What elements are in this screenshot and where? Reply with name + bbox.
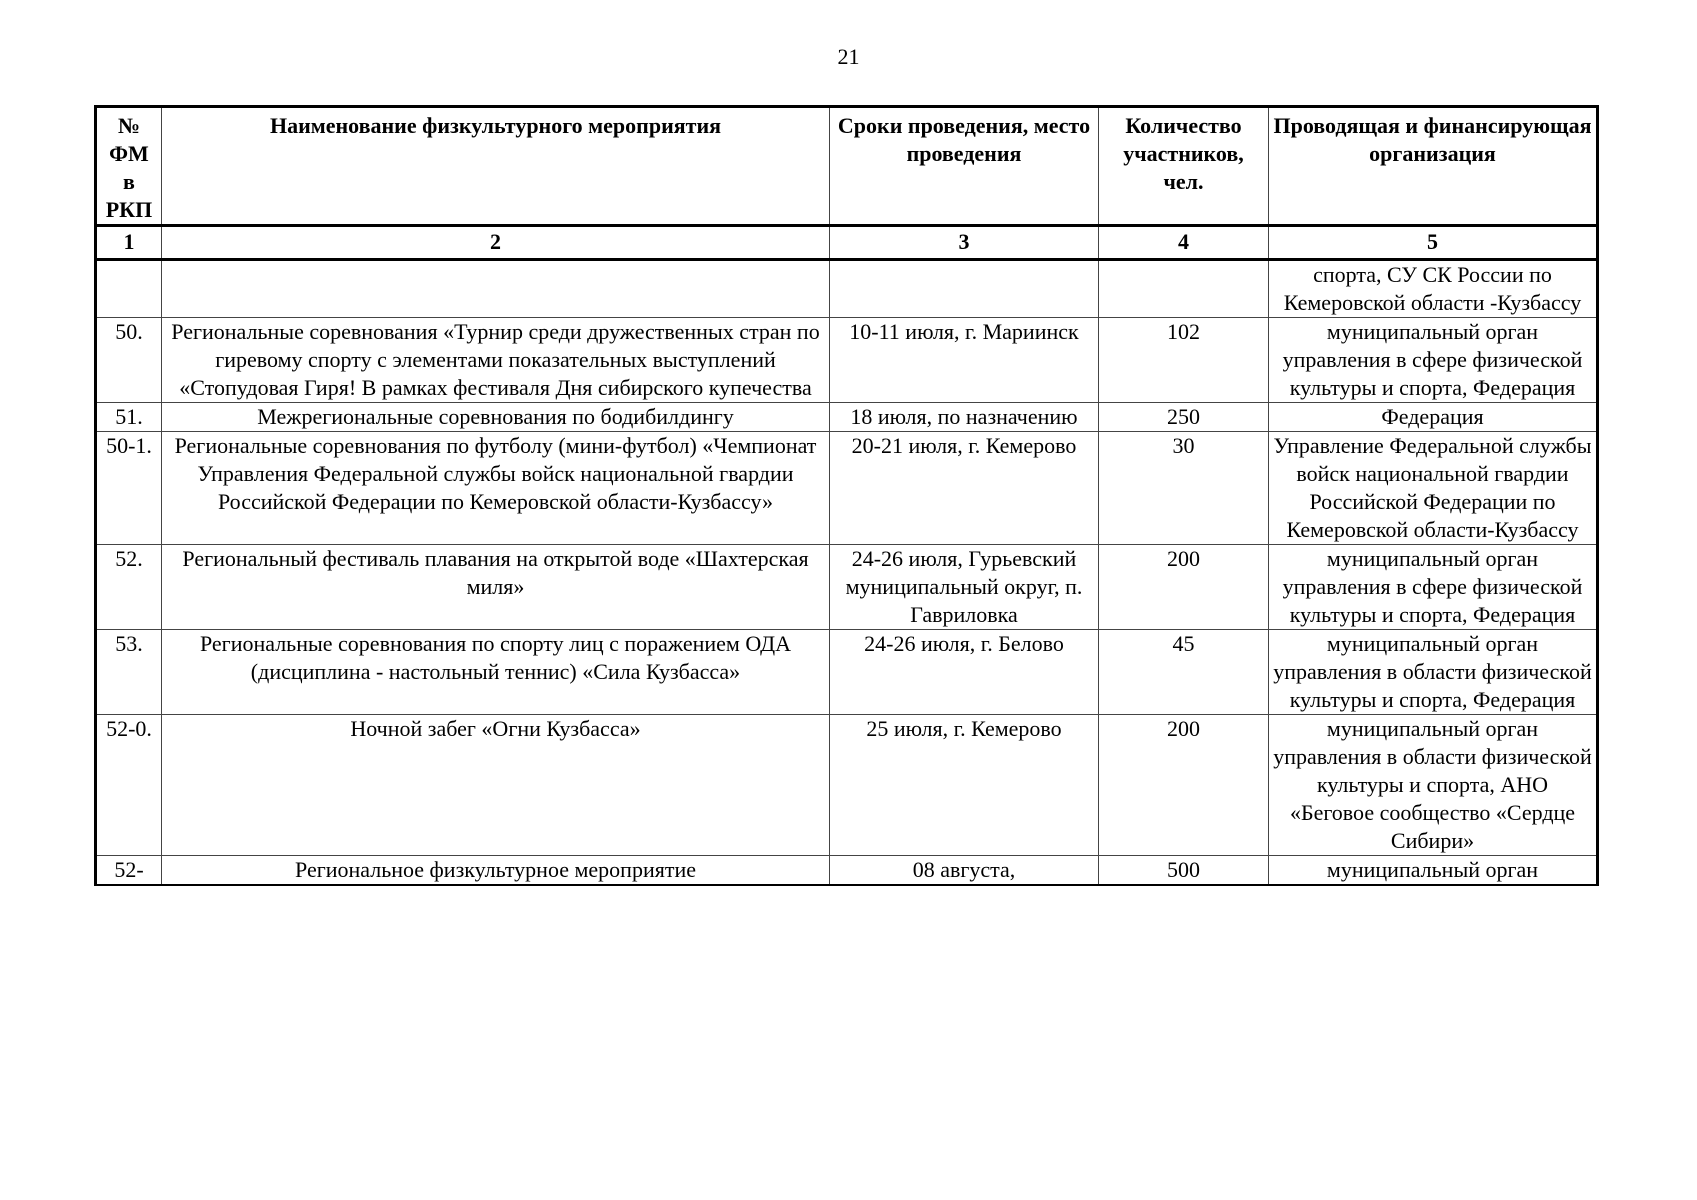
cell-organization: муниципальный орган управления в области физической культуры и спорта, АНО «Беговое сообщество «Сердце Сибири» [1269, 715, 1598, 856]
column-number: 2 [162, 226, 830, 260]
cell-organization: муниципальный орган управления в сфере физической культуры и спорта, Федерация [1269, 545, 1598, 630]
cell-participants: 250 [1099, 403, 1269, 432]
cell-participants: 500 [1099, 856, 1269, 886]
cell-event-name: Региональные соревнования по футболу (мини-футбол) «Чемпионат Управления Федеральной службы войск национальной гвардии Российской Федерации по Кемеровской области-Кузбассу» [162, 432, 830, 545]
cell-number: 52- [96, 856, 162, 886]
cell-number: 52. [96, 545, 162, 630]
column-number: 5 [1269, 226, 1598, 260]
table-row [96, 432, 1598, 545]
cell-number: 51. [96, 403, 162, 432]
table-row [96, 545, 1598, 630]
cell-participants: 200 [1099, 545, 1269, 630]
cell-date-place: 25 июля, г. Кемерово [830, 715, 1099, 856]
cell-event-name: Региональное физкультурное мероприятие [162, 856, 830, 886]
column-number-row [96, 226, 1598, 260]
header-participants: Количество участников, чел. [1099, 107, 1269, 226]
cell-participants: 30 [1099, 432, 1269, 545]
column-number: 4 [1099, 226, 1269, 260]
cell-participants [1099, 260, 1269, 318]
header-number: № ФМ в РКП [96, 107, 162, 226]
page-number: 21 [837, 44, 860, 69]
cell-date-place: 20-21 июля, г. Кемерово [830, 432, 1099, 545]
cell-date-place: 18 июля, по назначению [830, 403, 1099, 432]
cell-participants: 102 [1099, 318, 1269, 403]
header-event-name: Наименование физкультурного мероприятия [162, 107, 830, 226]
cell-organization: Управление Федеральной службы войск национальной гвардии Российской Федерации по Кемеровской области-Кузбассу [1269, 432, 1598, 545]
cell-event-name: Региональный фестиваль плавания на открытой воде «Шахтерская миля» [162, 545, 830, 630]
table-row [96, 403, 1598, 432]
cell-number [96, 260, 162, 318]
cell-date-place: 24-26 июля, Гурьевский муниципальный округ, п. Гавриловка [830, 545, 1099, 630]
cell-date-place: 10-11 июля, г. Мариинск [830, 318, 1099, 403]
cell-event-name: Ночной забег «Огни Кузбасса» [162, 715, 830, 856]
cell-organization: Федерация [1269, 403, 1598, 432]
cell-event-name: Региональные соревнования по спорту лиц с поражением ОДА (дисциплина - настольный теннис) «Сила Кузбасса» [162, 630, 830, 715]
cell-organization: муниципальный орган управления в сфере физической культуры и спорта, Федерация [1269, 318, 1598, 403]
column-number: 3 [830, 226, 1099, 260]
cell-number: 53. [96, 630, 162, 715]
header-date-place: Сроки проведения, место проведения [830, 107, 1099, 226]
cell-event-name: Региональные соревнования «Турнир среди дружественных стран по гиревому спорту с элементами показательных выступлений «Стопудовая Гиря! В рамках фестиваля Дня сибирского купечества [162, 318, 830, 403]
events-table [94, 105, 1599, 886]
cell-date-place: 08 августа, [830, 856, 1099, 886]
cell-number: 50. [96, 318, 162, 403]
table-row [96, 630, 1598, 715]
cell-event-name: Межрегиональные соревнования по бодибилдингу [162, 403, 830, 432]
cell-event-name [162, 260, 830, 318]
cell-number: 52-0. [96, 715, 162, 856]
cell-date-place: 24-26 июля, г. Белово [830, 630, 1099, 715]
table-row [96, 715, 1598, 856]
cell-organization: муниципальный орган управления в области физической культуры и спорта, Федерация [1269, 630, 1598, 715]
cell-number: 50-1. [96, 432, 162, 545]
header-row [96, 107, 1598, 226]
cell-participants: 45 [1099, 630, 1269, 715]
cell-organization: спорта, СУ СК России по Кемеровской области -Кузбассу [1269, 260, 1598, 318]
table-row [96, 260, 1598, 318]
header-organization: Проводящая и финансирующая организация [1269, 107, 1598, 226]
column-number: 1 [96, 226, 162, 260]
cell-organization: муниципальный орган [1269, 856, 1598, 886]
cell-participants: 200 [1099, 715, 1269, 856]
table-row [96, 318, 1598, 403]
table-row [96, 856, 1598, 886]
cell-date-place [830, 260, 1099, 318]
